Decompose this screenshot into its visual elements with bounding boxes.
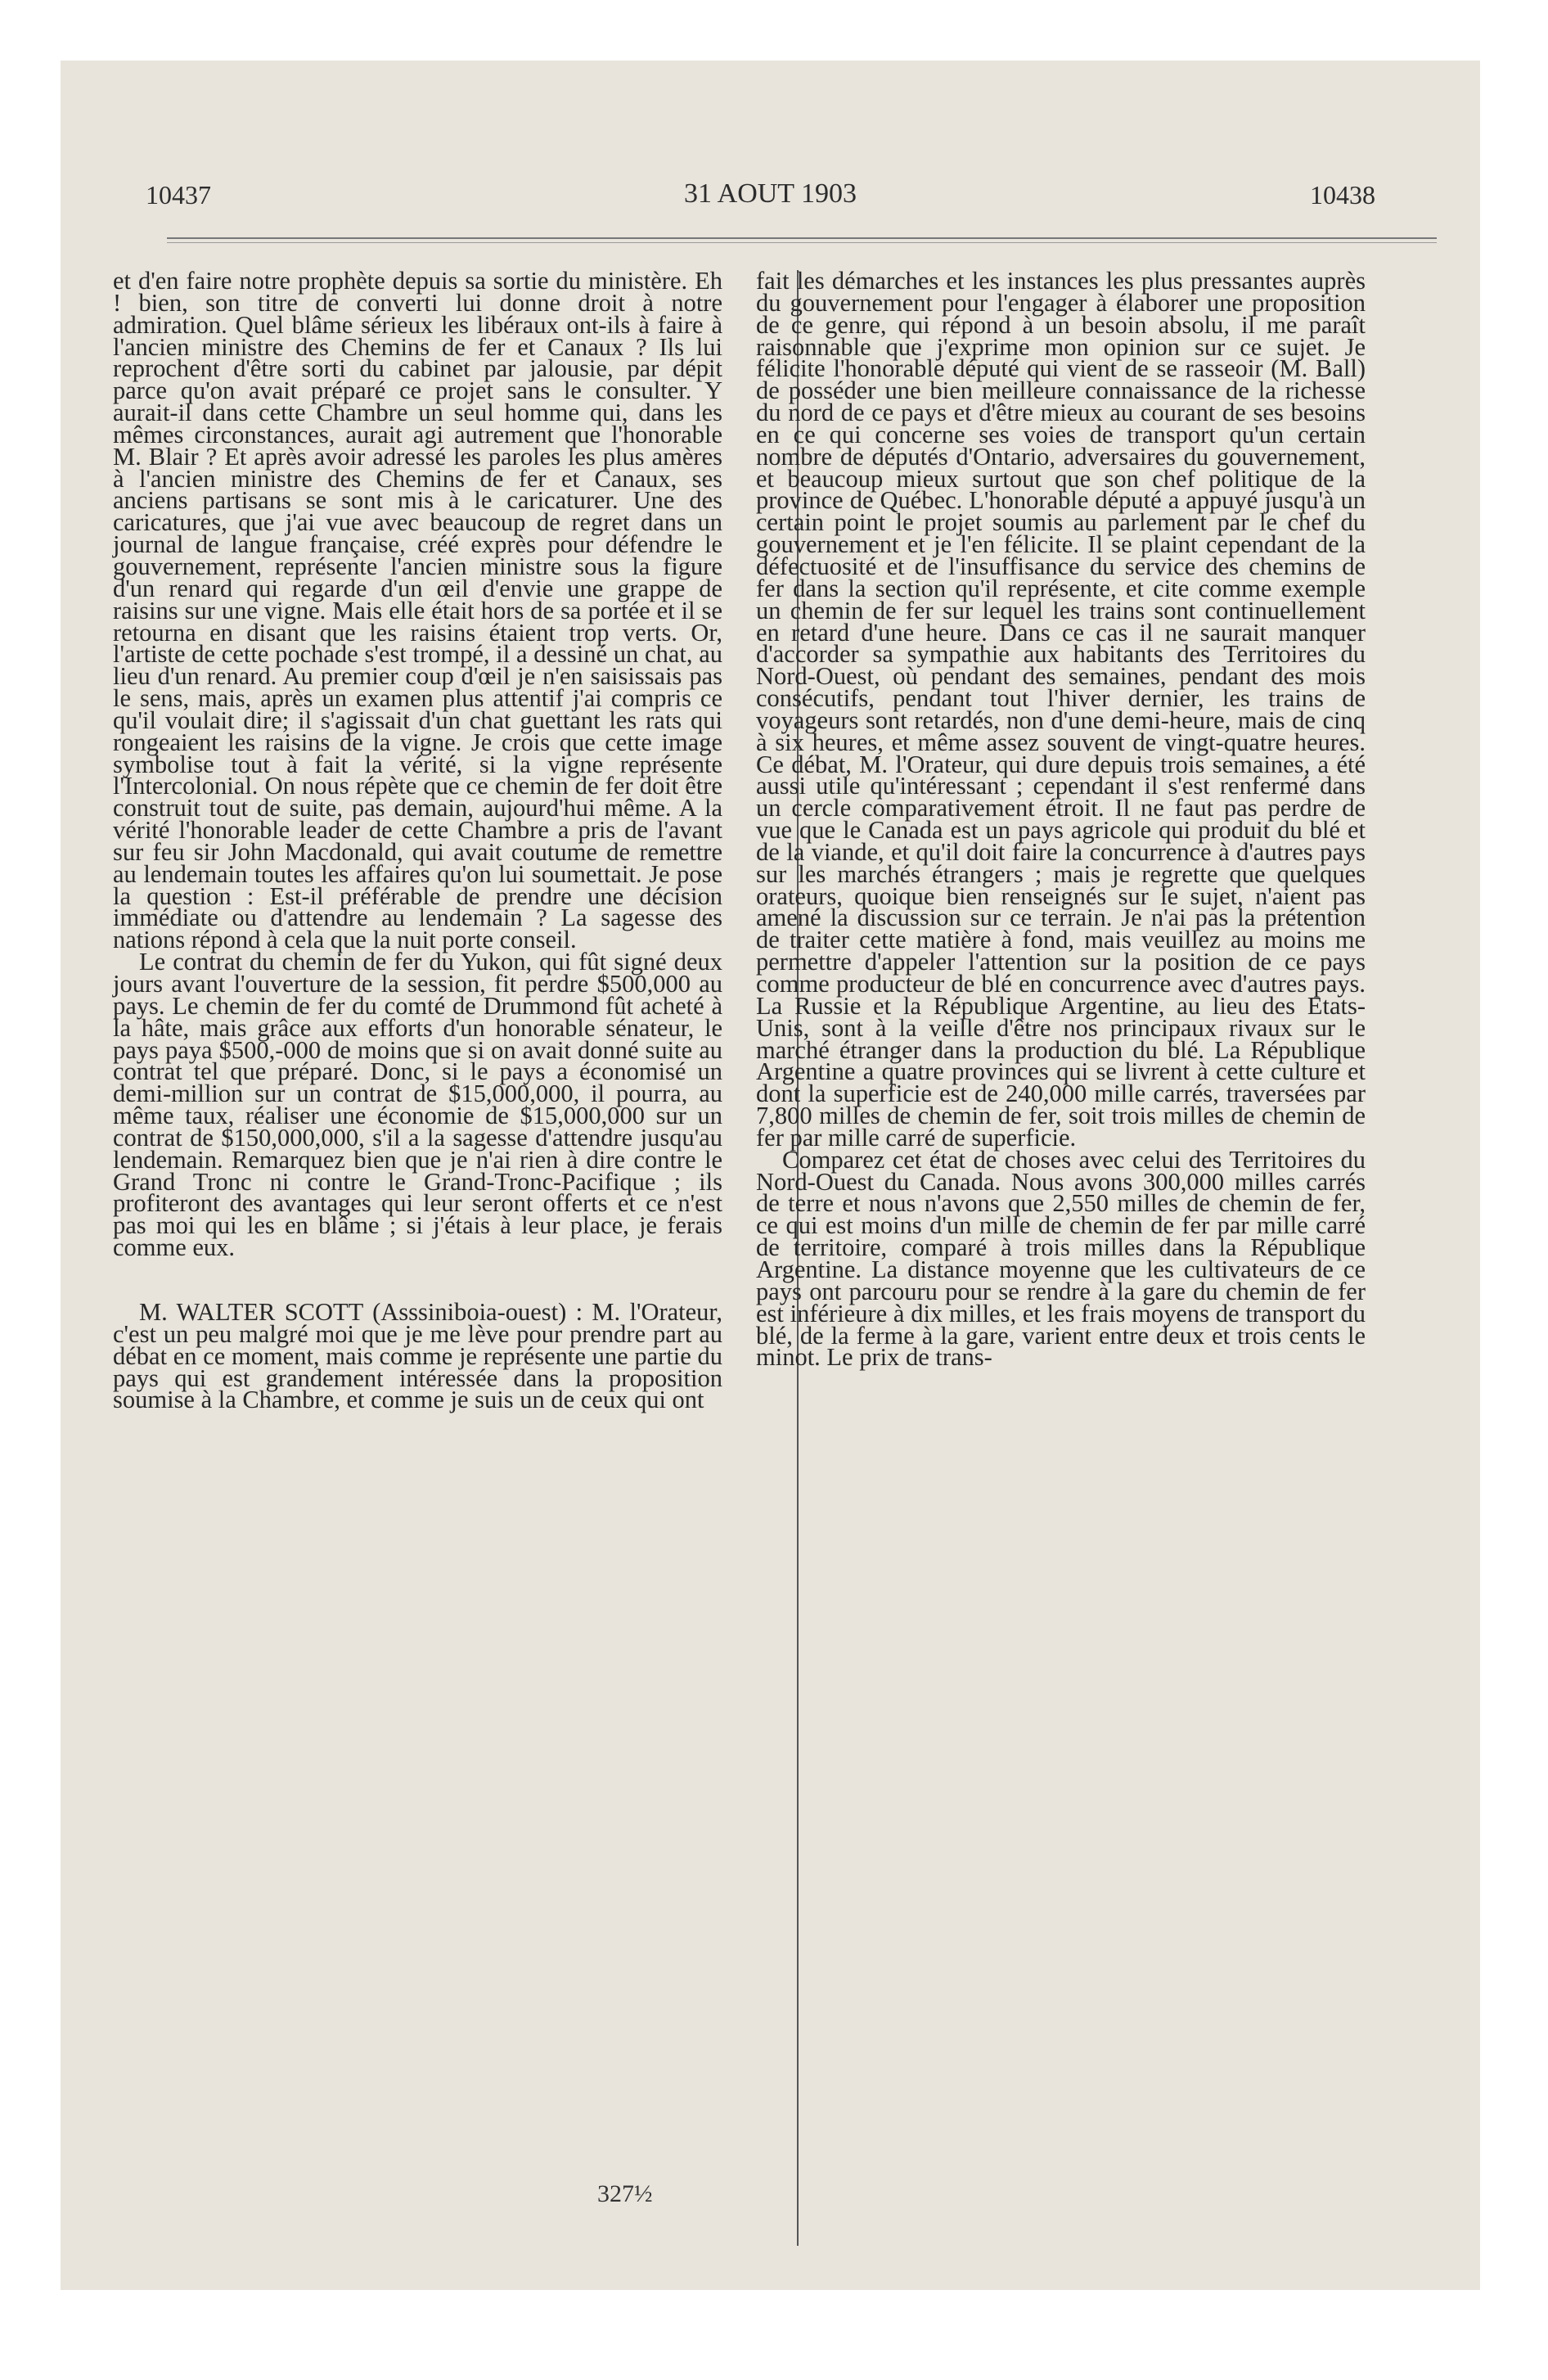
left-paragraph-speaker: M. WALTER SCOTT (Asssiniboia-ouest) : M. l'Orateur, c'est un peu malgré moi que je me lève pour prendre part au débat en ce moment, mais comme je représente une partie du pays qui est grandement intéressée dans la proposition soumise à la Chambre, et comme je suis un de ceux qui ont bbox=[113, 1297, 722, 1414]
left-paragraph-1: et d'en faire notre prophète depuis sa sortie du ministère. Eh ! bien, son titre de converti lui donne droit à notre admiration. Quel blâme sérieux les libéraux ont-ils à faire à l'ancien ministre des Chemins de fer et Canaux ? Ils lui reprochent d'être sorti du cabinet par jalousie, par dépit parce qu'on avait préparé ce projet sans le consulter. Y aurait-il dans cette Chambre un seul homme qui, dans les mêmes circonstances, aurait agi autrement que l'honorable M. Blair ? Et après avoir adressé les paroles les plus amères à l'ancien ministre des Chemins de fer et Canaux, ses anciens partisans se sont mis à le caricaturer. Une des caricatures, que j'ai vue avec beaucoup de regret dans un journal de langue française, créé exprès pour défendre le gouvernement, représente l'ancien ministre sous la figure d'un renard qui regarde d'un œil d'envie une grappe de raisins sur une vigne. Mais elle était hors de sa portée et il se retourna en disant que les raisins étaient trop verts. Or, l'artiste de cette pochade s'est trompé, il a dessiné un chat, au lieu d'un renard. Au premier coup d'œil je n'en saisissais pas le sens, mais, après un examen plus attentif j'ai compris ce qu'il voulait dire; il s'agissait d'un chat guettant les rats qui rongeaient les raisins de la vigne. Je crois que cette image symbolise tout à fait la vérité, si la vigne représente l'Intercolonial. On nous répète que ce chemin de fer doit être construit tout de suite, pas demain, aujourd'hui même. A la vérité l'honorable leader de cette Chambre a pris de l'avant sur feu sir John Macdonald, qui avait coutume de remettre au lendemain toutes les affaires qu'on lui soumettait. Je pose la question : Est-il préférable de prendre une décision immédiate ou d'attendre au lendemain ? La sagesse des nations répond à cela que la nuit porte conseil. bbox=[113, 267, 722, 954]
left-page-number: 10437 bbox=[146, 180, 211, 210]
right-paragraph-2: Comparez cet état de choses avec celui des Territoires du Nord-Ouest du Canada. Nous avons 300,000 milles carrés de terre et nous n'avons que 2,550 milles de chemin de fer, ce qui est moins d'un mille de chemin de fer par mille carré de territoire, comparé à trois milles dans la République Argentine. La distance moyenne que les cultivateurs de ce pays ont parcouru pour se rendre à la gare du chemin de fer est inférieure à dix milles, et les frais moyens de transport du blé, de la ferme à la gare, varient entre deux et trois cents le minot. Le prix de trans- bbox=[756, 1145, 1366, 1372]
page-sheet bbox=[61, 61, 1480, 2290]
page-date: 31 AOUT 1903 bbox=[684, 178, 857, 209]
left-paragraph-2: Le contrat du chemin de fer du Yukon, qui fût signé deux jours avant l'ouverture de la session, fit perdre $500,000 au pays. Le chemin de fer du comté de Drummond fût acheté à la hâte, mais grâce aux efforts d'un honorable sénateur, le pays paya $500,-000 de moins que si on avait donné suite au contrat tel que préparé. Donc, si le pays a économisé un demi-million sur un contrat de $15,000,000, il pourra, au même taux, réaliser une économie de $15,000,000 sur un contrat de $150,000,000, s'il a la sagesse d'attendre jusqu'au lendemain. Remarquez bien que je n'ai rien à dire contre le Grand Tronc ni contre le Grand-Tronc-Pacifique ; ils profiteront des avantages qui leur seront offerts et ce n'est pas moi qui les en blâme ; si j'étais à leur place, je ferais comme eux. bbox=[113, 948, 722, 1262]
header-rule-secondary bbox=[167, 242, 1437, 243]
signature-mark: 327½ bbox=[597, 2180, 653, 2207]
right-page-number: 10438 bbox=[1310, 180, 1375, 210]
right-column bbox=[756, 267, 1366, 1372]
left-column bbox=[113, 267, 722, 1414]
right-paragraph-1: fait les démarches et les instances les plus pressantes auprès du gouvernement pour l'engager à élaborer une proposition de ce genre, qui répond à un besoin absolu, il me paraît raisonnable que j'exprime mon opinion sur ce sujet. Je félicite l'honorable député qui vient de se rasseoir (M. Ball) de posséder une bien meilleure connaissance de la richesse du nord de ce pays et d'être mieux au courant de ses besoins en ce qui concerne ses voies de transport qu'un certain nombre de députés d'Ontario, adversaires du gouvernement, et beaucoup mieux surtout que son chef politique de la province de Québec. L'honorable député a appuyé jusqu'à un certain point le projet soumis au parlement par le chef du gouvernement et je l'en félicite. Il se plaint cependant de la défectuosité et de l'insuffisance du service des chemins de fer dans la section qu'il représente, et cite comme exemple un chemin de fer sur lequel les trains sont continuellement en retard d'une heure. Dans ce cas il ne saurait manquer d'accorder sa sympathie aux habitants des Territoires du Nord-Ouest, où pendant des semaines, pendant des mois consécutifs, pendant tout l'hiver dernier, les trains de voyageurs sont retardés, non d'une demi-heure, mais de cinq à six heures, et même assez souvent de vingt-quatre heures. Ce débat, M. l'Orateur, qui dure depuis trois semaines, a été aussi utile qu'intéressant ; cependant il s'est renfermé dans un cercle comparativement étroit. Il ne faut pas perdre de vue que le Canada est un pays agricole qui produit du blé et de la viande, et qu'il doit faire la concurrence à d'autres pays sur les marchés étrangers ; mais je regrette que quelques orateurs, quoique bien renseignés sur le sujet, n'aient pas amené la discussion sur ce terrain. Je n'ai pas la prétention de traiter cette matière à fond, mais veuillez au moins me permettre d'appeler l'attention sur la position de ce pays comme producteur de blé en concurrence avec d'autres pays. La Russie et la République Argentine, au lieu des Etats-Unis, sont à la veille d'être nos principaux rivaux sur le marché étranger dans la production du blé. La République Argentine a quatre provinces qui se livrent à cette culture et dont la superficie est de 240,000 mille carrés, traversées par 7,800 milles de chemin de fer, soit trois milles de chemin de fer par mille carré de superficie. bbox=[756, 267, 1366, 1152]
page-header bbox=[61, 61, 1480, 210]
header-rule bbox=[167, 237, 1437, 239]
